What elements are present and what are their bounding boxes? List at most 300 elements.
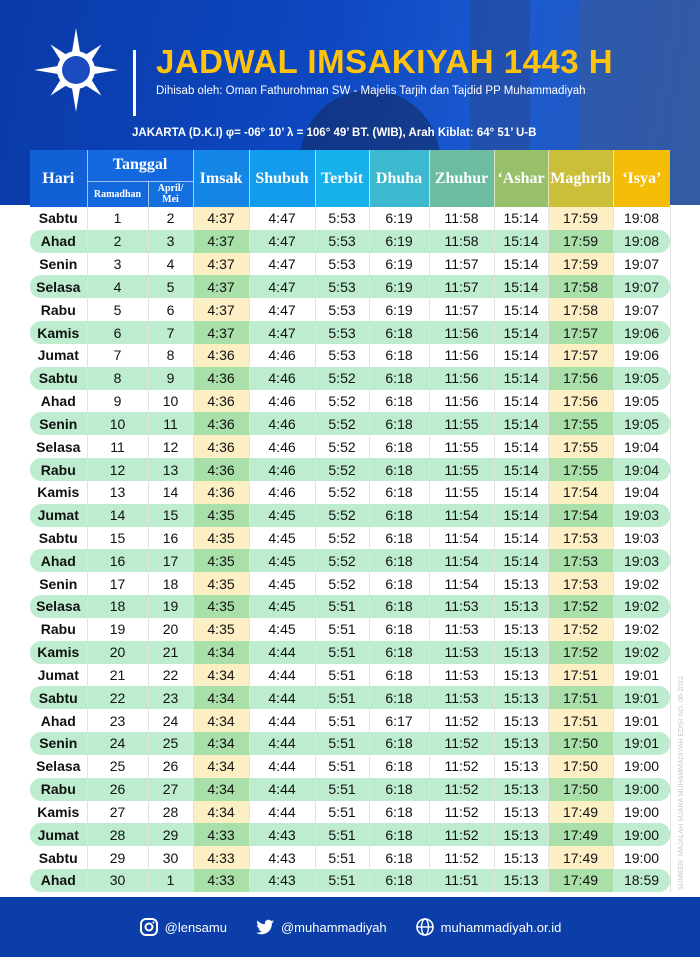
table-row (30, 321, 670, 344)
day-cell: Selasa (30, 275, 87, 298)
isya-cell: 19:03 (613, 527, 670, 550)
col-ashar: ‘Ashar (494, 150, 548, 207)
ramadhan-date-cell: 15 (87, 527, 148, 550)
twitter-link[interactable] (255, 917, 387, 937)
isya-cell: 19:00 (613, 823, 670, 846)
ramadhan-date-cell: 29 (87, 846, 148, 869)
terbit-cell: 5:51 (315, 755, 369, 778)
maghrib-cell: 17:51 (548, 664, 613, 687)
isya-cell: 19:02 (613, 618, 670, 641)
ramadhan-date-cell: 25 (87, 755, 148, 778)
dhuha-cell: 6:18 (369, 595, 429, 618)
imsak-cell: 4:35 (193, 618, 249, 641)
isya-cell: 18:59 (613, 869, 670, 892)
isya-cell: 19:07 (613, 298, 670, 321)
terbit-cell: 5:51 (315, 869, 369, 892)
ramadhan-date-cell: 27 (87, 801, 148, 824)
table-row (30, 481, 670, 504)
maghrib-cell: 17:53 (548, 549, 613, 572)
col-hari: Hari (30, 150, 87, 207)
shubuh-cell: 4:43 (249, 846, 315, 869)
table-row (30, 207, 670, 230)
shubuh-cell: 4:47 (249, 230, 315, 253)
terbit-cell: 5:51 (315, 823, 369, 846)
terbit-cell: 5:52 (315, 527, 369, 550)
zhuhur-cell: 11:53 (429, 595, 494, 618)
table-row (30, 846, 670, 869)
shubuh-cell: 4:46 (249, 458, 315, 481)
ramadhan-date-cell: 24 (87, 732, 148, 755)
ashar-cell: 15:14 (494, 412, 548, 435)
day-cell: Jumat (30, 504, 87, 527)
shubuh-cell: 4:44 (249, 755, 315, 778)
ashar-cell: 15:14 (494, 549, 548, 572)
shubuh-cell: 4:46 (249, 435, 315, 458)
source-note: SUMBER: MAJALAH SUARA MUHAMMADIYAH EDISI NO. 06-2022 (678, 676, 685, 890)
dhuha-cell: 6:18 (369, 778, 429, 801)
dhuha-cell: 6:18 (369, 869, 429, 892)
imsak-cell: 4:35 (193, 549, 249, 572)
terbit-cell: 5:53 (315, 298, 369, 321)
dhuha-cell: 6:18 (369, 618, 429, 641)
zhuhur-cell: 11:54 (429, 527, 494, 550)
zhuhur-cell: 11:53 (429, 686, 494, 709)
imsak-cell: 4:36 (193, 412, 249, 435)
imsak-cell: 4:37 (193, 298, 249, 321)
ashar-cell: 15:13 (494, 595, 548, 618)
isya-cell: 19:07 (613, 275, 670, 298)
dhuha-cell: 6:18 (369, 435, 429, 458)
instagram-handle: @lensamu (164, 919, 227, 935)
shubuh-cell: 4:44 (249, 732, 315, 755)
gregorian-date-cell: 10 (148, 390, 193, 413)
ashar-cell: 15:13 (494, 755, 548, 778)
ashar-cell: 15:14 (494, 275, 548, 298)
schedule-table (30, 150, 671, 892)
terbit-cell: 5:51 (315, 641, 369, 664)
dhuha-cell: 6:18 (369, 504, 429, 527)
zhuhur-cell: 11:55 (429, 435, 494, 458)
isya-cell: 19:04 (613, 458, 670, 481)
terbit-cell: 5:51 (315, 595, 369, 618)
day-cell: Sabtu (30, 527, 87, 550)
ashar-cell: 15:14 (494, 298, 548, 321)
gregorian-date-cell: 6 (148, 298, 193, 321)
terbit-cell: 5:51 (315, 846, 369, 869)
terbit-cell: 5:53 (315, 344, 369, 367)
table-row (30, 664, 670, 687)
gregorian-date-cell: 23 (148, 686, 193, 709)
gregorian-date-cell: 16 (148, 527, 193, 550)
gregorian-date-cell: 2 (148, 207, 193, 230)
table-row (30, 732, 670, 755)
isya-cell: 19:03 (613, 549, 670, 572)
table-row (30, 230, 670, 253)
maghrib-cell: 17:52 (548, 641, 613, 664)
zhuhur-cell: 11:52 (429, 846, 494, 869)
shubuh-cell: 4:44 (249, 709, 315, 732)
terbit-cell: 5:51 (315, 732, 369, 755)
ashar-cell: 15:13 (494, 846, 548, 869)
zhuhur-cell: 11:52 (429, 732, 494, 755)
ashar-cell: 15:14 (494, 230, 548, 253)
terbit-cell: 5:51 (315, 664, 369, 687)
isya-cell: 19:04 (613, 481, 670, 504)
col-april-mei: April/ Mei (148, 181, 193, 207)
day-cell: Kamis (30, 321, 87, 344)
ramadhan-date-cell: 22 (87, 686, 148, 709)
col-shubuh: Shubuh (249, 150, 315, 207)
terbit-cell: 5:51 (315, 618, 369, 641)
imsak-cell: 4:33 (193, 823, 249, 846)
day-cell: Rabu (30, 298, 87, 321)
dhuha-cell: 6:18 (369, 823, 429, 846)
isya-cell: 19:03 (613, 504, 670, 527)
ashar-cell: 15:14 (494, 435, 548, 458)
page-subtitle: Dihisab oleh: Oman Fathurohman SW - Majelis Tarjih dan Tajdid PP Muhammadiyah (156, 85, 586, 97)
zhuhur-cell: 11:54 (429, 549, 494, 572)
dhuha-cell: 6:18 (369, 846, 429, 869)
maghrib-cell: 17:58 (548, 298, 613, 321)
imsak-cell: 4:36 (193, 458, 249, 481)
imsak-cell: 4:36 (193, 344, 249, 367)
gregorian-date-cell: 14 (148, 481, 193, 504)
ramadhan-date-cell: 5 (87, 298, 148, 321)
ramadhan-date-cell: 10 (87, 412, 148, 435)
website-link[interactable] (415, 917, 562, 937)
day-cell: Kamis (30, 481, 87, 504)
dhuha-cell: 6:18 (369, 549, 429, 572)
dhuha-cell: 6:18 (369, 458, 429, 481)
zhuhur-cell: 11:57 (429, 298, 494, 321)
terbit-cell: 5:53 (315, 207, 369, 230)
table-row (30, 823, 670, 846)
maghrib-cell: 17:49 (548, 801, 613, 824)
maghrib-cell: 17:57 (548, 321, 613, 344)
shubuh-cell: 4:45 (249, 549, 315, 572)
maghrib-cell: 17:56 (548, 390, 613, 413)
table-row (30, 253, 670, 276)
day-cell: Selasa (30, 755, 87, 778)
shubuh-cell: 4:44 (249, 801, 315, 824)
terbit-cell: 5:52 (315, 458, 369, 481)
day-cell: Jumat (30, 664, 87, 687)
dhuha-cell: 6:18 (369, 732, 429, 755)
imsak-cell: 4:35 (193, 527, 249, 550)
website-url: muhammadiyah.or.id (440, 919, 562, 935)
zhuhur-cell: 11:55 (429, 481, 494, 504)
maghrib-cell: 17:49 (548, 846, 613, 869)
imsak-cell: 4:37 (193, 321, 249, 344)
table-row (30, 435, 670, 458)
gregorian-date-cell: 19 (148, 595, 193, 618)
ashar-cell: 15:13 (494, 572, 548, 595)
table-row (30, 504, 670, 527)
table-row (30, 458, 670, 481)
table-row (30, 412, 670, 435)
ramadhan-date-cell: 21 (87, 664, 148, 687)
imsak-cell: 4:34 (193, 709, 249, 732)
dhuha-cell: 6:19 (369, 275, 429, 298)
zhuhur-cell: 11:55 (429, 458, 494, 481)
isya-cell: 19:00 (613, 755, 670, 778)
day-cell: Kamis (30, 801, 87, 824)
terbit-cell: 5:53 (315, 275, 369, 298)
imsak-cell: 4:34 (193, 778, 249, 801)
gregorian-date-cell: 29 (148, 823, 193, 846)
gregorian-date-cell: 12 (148, 435, 193, 458)
isya-cell: 19:05 (613, 390, 670, 413)
col-ramadhan: Ramadhan (87, 181, 148, 207)
table-row (30, 572, 670, 595)
maghrib-cell: 17:59 (548, 253, 613, 276)
maghrib-cell: 17:49 (548, 869, 613, 892)
table-row (30, 641, 670, 664)
imsak-cell: 4:37 (193, 230, 249, 253)
ramadhan-date-cell: 12 (87, 458, 148, 481)
ashar-cell: 15:13 (494, 686, 548, 709)
col-terbit: Terbit (315, 150, 369, 207)
shubuh-cell: 4:46 (249, 390, 315, 413)
isya-cell: 19:01 (613, 664, 670, 687)
terbit-cell: 5:52 (315, 481, 369, 504)
terbit-cell: 5:53 (315, 253, 369, 276)
zhuhur-cell: 11:58 (429, 207, 494, 230)
isya-cell: 19:05 (613, 367, 670, 390)
col-isya: ‘Isya’ (613, 150, 670, 207)
day-cell: Selasa (30, 595, 87, 618)
dhuha-cell: 6:19 (369, 298, 429, 321)
day-cell: Ahad (30, 709, 87, 732)
imsak-cell: 4:33 (193, 869, 249, 892)
imsak-cell: 4:37 (193, 207, 249, 230)
ramadhan-date-cell: 17 (87, 572, 148, 595)
terbit-cell: 5:51 (315, 686, 369, 709)
zhuhur-cell: 11:56 (429, 344, 494, 367)
ramadhan-date-cell: 13 (87, 481, 148, 504)
maghrib-cell: 17:55 (548, 435, 613, 458)
globe-icon (415, 917, 435, 937)
ramadhan-date-cell: 23 (87, 709, 148, 732)
isya-cell: 19:06 (613, 321, 670, 344)
imsak-cell: 4:34 (193, 641, 249, 664)
table-row (30, 527, 670, 550)
shubuh-cell: 4:47 (249, 253, 315, 276)
isya-cell: 19:08 (613, 230, 670, 253)
dhuha-cell: 6:18 (369, 755, 429, 778)
imsak-cell: 4:34 (193, 686, 249, 709)
col-zhuhur: Zhuhur (429, 150, 494, 207)
zhuhur-cell: 11:54 (429, 572, 494, 595)
gregorian-date-cell: 28 (148, 801, 193, 824)
shubuh-cell: 4:44 (249, 641, 315, 664)
ashar-cell: 15:14 (494, 344, 548, 367)
gregorian-date-cell: 22 (148, 664, 193, 687)
isya-cell: 19:04 (613, 435, 670, 458)
day-cell: Jumat (30, 344, 87, 367)
ramadhan-date-cell: 14 (87, 504, 148, 527)
imsak-cell: 4:36 (193, 390, 249, 413)
table-row (30, 344, 670, 367)
dhuha-cell: 6:18 (369, 801, 429, 824)
day-cell: Ahad (30, 869, 87, 892)
shubuh-cell: 4:46 (249, 367, 315, 390)
shubuh-cell: 4:43 (249, 869, 315, 892)
day-cell: Ahad (30, 549, 87, 572)
maghrib-cell: 17:56 (548, 367, 613, 390)
isya-cell: 19:00 (613, 778, 670, 801)
divider (133, 50, 136, 116)
dhuha-cell: 6:17 (369, 709, 429, 732)
isya-cell: 19:02 (613, 595, 670, 618)
imsak-cell: 4:34 (193, 664, 249, 687)
imsak-cell: 4:34 (193, 732, 249, 755)
gregorian-date-cell: 26 (148, 755, 193, 778)
day-cell: Ahad (30, 390, 87, 413)
ramadhan-date-cell: 1 (87, 207, 148, 230)
isya-cell: 19:07 (613, 253, 670, 276)
imsak-cell: 4:36 (193, 367, 249, 390)
shubuh-cell: 4:45 (249, 595, 315, 618)
imsak-cell: 4:35 (193, 504, 249, 527)
zhuhur-cell: 11:54 (429, 504, 494, 527)
day-cell: Rabu (30, 618, 87, 641)
ramadhan-date-cell: 2 (87, 230, 148, 253)
table-row (30, 618, 670, 641)
shubuh-cell: 4:44 (249, 686, 315, 709)
zhuhur-cell: 11:53 (429, 664, 494, 687)
gregorian-date-cell: 13 (148, 458, 193, 481)
day-cell: Ahad (30, 230, 87, 253)
dhuha-cell: 6:18 (369, 390, 429, 413)
dhuha-cell: 6:18 (369, 686, 429, 709)
ramadhan-date-cell: 19 (87, 618, 148, 641)
day-cell: Kamis (30, 641, 87, 664)
location-info: JAKARTA (D.K.I) φ= -06° 10’ λ = 106° 49’ BT. (WIB), Arah Kiblat: 64° 51’ U-B (132, 127, 537, 139)
maghrib-cell: 17:54 (548, 504, 613, 527)
imsak-cell: 4:36 (193, 481, 249, 504)
ashar-cell: 15:14 (494, 390, 548, 413)
shubuh-cell: 4:46 (249, 412, 315, 435)
ashar-cell: 15:14 (494, 481, 548, 504)
zhuhur-cell: 11:57 (429, 275, 494, 298)
maghrib-cell: 17:59 (548, 207, 613, 230)
shubuh-cell: 4:47 (249, 321, 315, 344)
ramadhan-date-cell: 26 (87, 778, 148, 801)
maghrib-cell: 17:57 (548, 344, 613, 367)
isya-cell: 19:01 (613, 732, 670, 755)
gregorian-date-cell: 25 (148, 732, 193, 755)
table-row (30, 801, 670, 824)
day-cell: Rabu (30, 778, 87, 801)
gregorian-date-cell: 15 (148, 504, 193, 527)
col-tanggal: Tanggal (87, 150, 193, 181)
day-cell: Sabtu (30, 846, 87, 869)
day-cell: Senin (30, 572, 87, 595)
terbit-cell: 5:52 (315, 504, 369, 527)
dhuha-cell: 6:18 (369, 572, 429, 595)
ashar-cell: 15:13 (494, 618, 548, 641)
ashar-cell: 15:14 (494, 207, 548, 230)
zhuhur-cell: 11:52 (429, 823, 494, 846)
maghrib-cell: 17:50 (548, 732, 613, 755)
table-row (30, 686, 670, 709)
terbit-cell: 5:52 (315, 367, 369, 390)
table-row (30, 755, 670, 778)
dhuha-cell: 6:18 (369, 641, 429, 664)
isya-cell: 19:06 (613, 344, 670, 367)
day-cell: Senin (30, 732, 87, 755)
terbit-cell: 5:53 (315, 321, 369, 344)
table-row (30, 595, 670, 618)
maghrib-cell: 17:52 (548, 618, 613, 641)
footer (0, 897, 700, 957)
maghrib-cell: 17:59 (548, 230, 613, 253)
terbit-cell: 5:52 (315, 412, 369, 435)
isya-cell: 19:00 (613, 801, 670, 824)
zhuhur-cell: 11:53 (429, 618, 494, 641)
terbit-cell: 5:52 (315, 549, 369, 572)
dhuha-cell: 6:18 (369, 367, 429, 390)
table-row (30, 390, 670, 413)
isya-cell: 19:02 (613, 572, 670, 595)
gregorian-date-cell: 8 (148, 344, 193, 367)
table-row (30, 869, 670, 892)
terbit-cell: 5:51 (315, 801, 369, 824)
isya-cell: 19:00 (613, 846, 670, 869)
ramadhan-date-cell: 3 (87, 253, 148, 276)
dhuha-cell: 6:19 (369, 207, 429, 230)
maghrib-cell: 17:50 (548, 778, 613, 801)
dhuha-cell: 6:19 (369, 230, 429, 253)
shubuh-cell: 4:45 (249, 618, 315, 641)
instagram-link[interactable] (139, 917, 227, 937)
ashar-cell: 15:13 (494, 801, 548, 824)
dhuha-cell: 6:18 (369, 527, 429, 550)
maghrib-cell: 17:51 (548, 686, 613, 709)
zhuhur-cell: 11:56 (429, 390, 494, 413)
zhuhur-cell: 11:52 (429, 801, 494, 824)
day-cell: Senin (30, 253, 87, 276)
zhuhur-cell: 11:55 (429, 412, 494, 435)
ashar-cell: 15:14 (494, 253, 548, 276)
dhuha-cell: 6:18 (369, 481, 429, 504)
isya-cell: 19:08 (613, 207, 670, 230)
ramadhan-date-cell: 9 (87, 390, 148, 413)
imsak-cell: 4:33 (193, 846, 249, 869)
ashar-cell: 15:13 (494, 869, 548, 892)
muhammadiyah-logo-icon (34, 28, 118, 112)
isya-cell: 19:02 (613, 641, 670, 664)
gregorian-date-cell: 1 (148, 869, 193, 892)
ramadhan-date-cell: 6 (87, 321, 148, 344)
terbit-cell: 5:53 (315, 230, 369, 253)
page-title: JADWAL IMSAKIYAH 1443 H (156, 43, 614, 80)
gregorian-date-cell: 17 (148, 549, 193, 572)
day-cell: Sabtu (30, 207, 87, 230)
maghrib-cell: 17:49 (548, 823, 613, 846)
col-dhuha: Dhuha (369, 150, 429, 207)
terbit-cell: 5:52 (315, 390, 369, 413)
gregorian-date-cell: 3 (148, 230, 193, 253)
terbit-cell: 5:51 (315, 778, 369, 801)
ashar-cell: 15:13 (494, 641, 548, 664)
gregorian-date-cell: 21 (148, 641, 193, 664)
table-row (30, 367, 670, 390)
shubuh-cell: 4:47 (249, 298, 315, 321)
ashar-cell: 15:14 (494, 527, 548, 550)
zhuhur-cell: 11:56 (429, 321, 494, 344)
